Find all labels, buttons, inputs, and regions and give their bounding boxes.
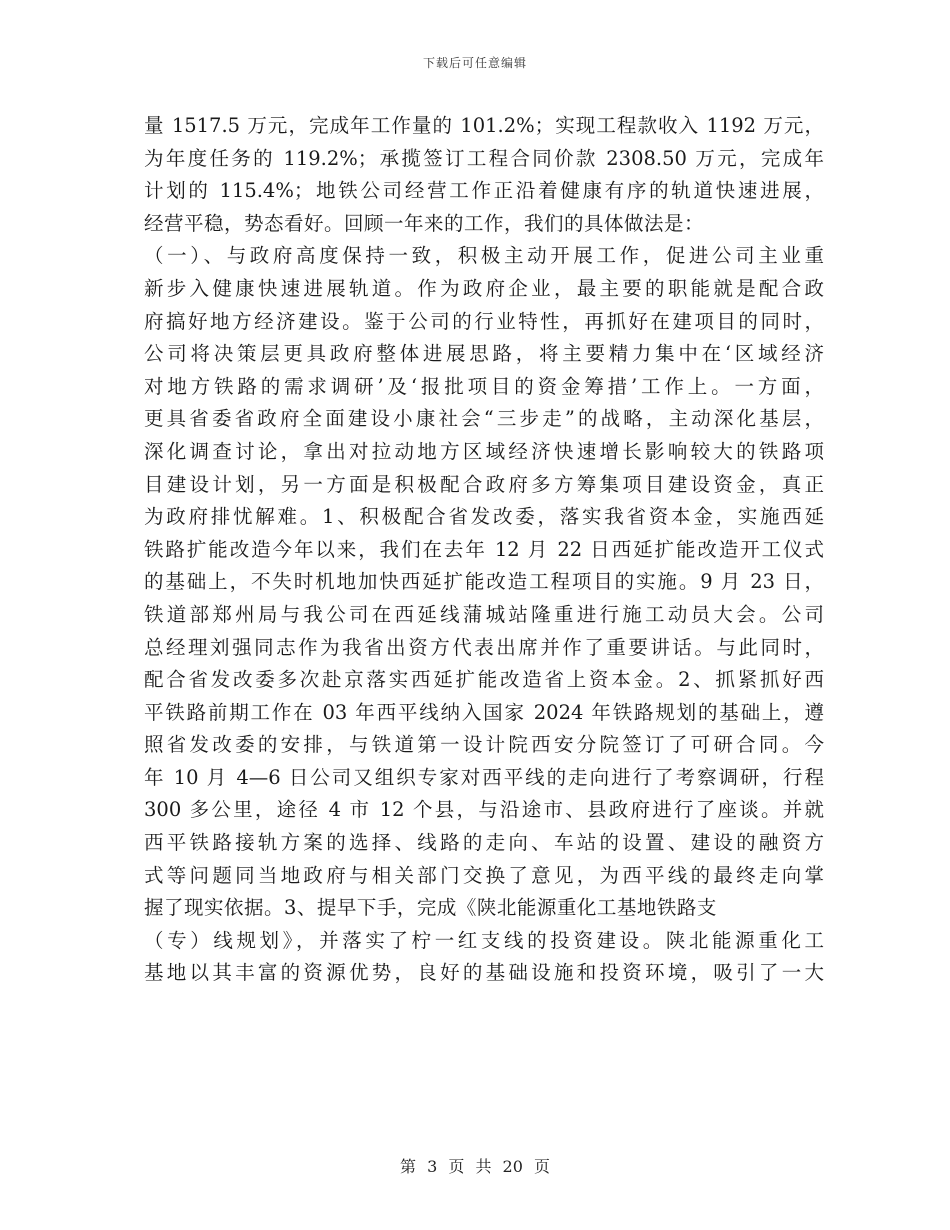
- text-line: 经营平稳，势态看好。回顾一年来的工作，我们的具体做法是：: [144, 211, 705, 235]
- text-line: （专）线规划》，并落实了柠一红支线的投资建设。陕北能源重化工: [144, 928, 824, 952]
- text-line: 新步入健康快速进展轨道。作为政府企业，最主要的职能就是配合政: [144, 276, 824, 300]
- text-line: 基地以其丰富的资源优势，良好的基础设施和投资环境，吸引了一大: [144, 961, 824, 985]
- text-line: 目建设计划，另一方面是积极配合政府多方筹集项目建设资金，真正: [144, 472, 824, 496]
- text-line: 对地方铁路的需求调研’及‘报批项目的资金筹措’工作上。一方面，: [144, 374, 824, 398]
- page-header-note: 下载后可任意编辑: [422, 56, 527, 70]
- text-line: 量 1517.5 万元，完成年工作量的 101.2%；实现工程款收入 1192 万元，: [144, 114, 824, 137]
- text-line: 握了现实依据。3、提早下手，完成《陕北能源重化工基地铁路支: [144, 896, 717, 920]
- text-line: 为年度任务的 119.2%；承揽签订工程合同价款 2308.50 万元，完成年: [144, 146, 824, 170]
- text-line: 铁路扩能改造今年以来，我们在去年 12 月 22 日西延扩能改造开工仪式: [144, 537, 824, 561]
- text-line: （一）、与政府高度保持一致，积极主动开展工作，促进公司主业重: [144, 244, 824, 268]
- body-text: [144, 110, 824, 990]
- page-number: 第 3 页 共 20 页: [400, 1157, 550, 1176]
- text-line: 照省发改委的安排，与铁道第一设计院西安分院签订了可研合同。今: [144, 733, 824, 757]
- text-line: 公司将决策层更具政府整体进展思路，将主要精力集中在‘区域经济: [144, 342, 824, 366]
- text-line: 配合省发改委多次赴京落实西延扩能改造省上资本金。2、抓紧抓好西: [144, 668, 824, 692]
- text-line: 深化调查讨论，拿出对拉动地方区域经济快速增长影响较大的铁路项: [144, 439, 824, 463]
- text-line: 府搞好地方经济建设。鉴于公司的行业特性，再抓好在建项目的同时，: [144, 309, 824, 333]
- text-line: 总经理刘强同志作为我省出资方代表出席并作了重要讲话。与此同时，: [144, 635, 824, 659]
- text-line: 为政府排忧解难。1、积极配合省发改委，落实我省资本金，实施西延: [144, 505, 824, 529]
- text-line: 西平铁路接轨方案的选择、线路的走向、车站的设置、建设的融资方: [144, 831, 824, 855]
- text-line: 300 多公里，途径 4 市 12 个县，与沿途市、县政府进行了座谈。并就: [144, 798, 824, 822]
- text-line: 平铁路前期工作在 03 年西平线纳入国家 2024 年铁路规划的基础上，遵: [144, 700, 824, 724]
- text-line: 年 10 月 4—6 日公司又组织专家对西平线的走向进行了考察调研，行程: [144, 765, 824, 789]
- text-line: 计划的 115.4%；地铁公司经营工作正沿着健康有序的轨道快速进展，: [144, 179, 824, 203]
- text-line: 式等问题同当地政府与相关部门交换了意见，为西平线的最终走向掌: [144, 863, 824, 887]
- text-line: 更具省委省政府全面建设小康社会“三步走”的战略，主动深化基层，: [144, 407, 824, 431]
- text-line: 的基础上，不失时机地加快西延扩能改造工程项目的实施。9 月 23 日，: [144, 570, 824, 594]
- text-line: 铁道部郑州局与我公司在西延线蒲城站隆重进行施工动员大会。公司: [144, 602, 824, 626]
